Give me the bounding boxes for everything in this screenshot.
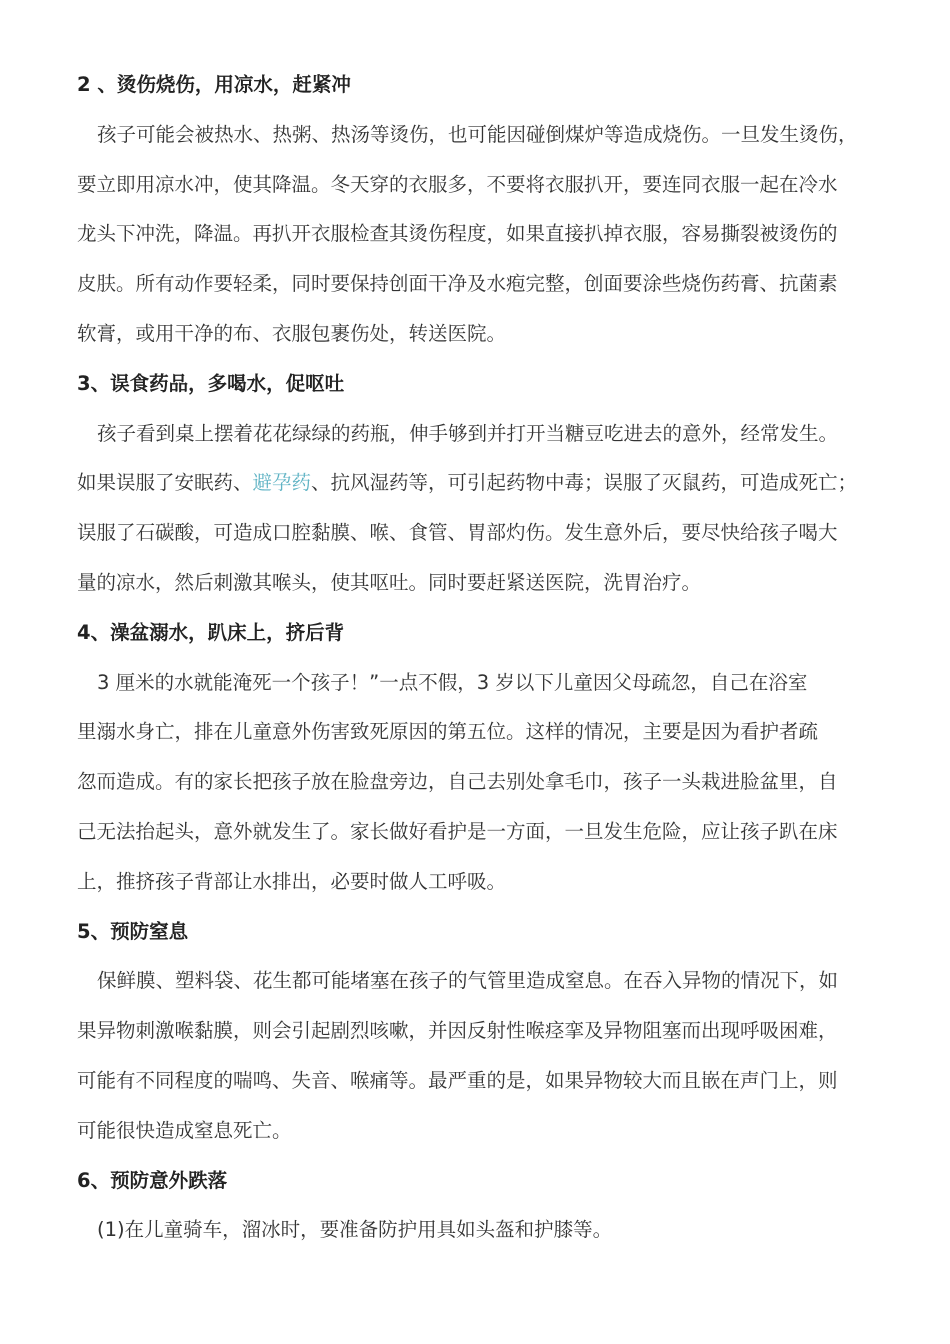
document-page — [57, 60, 903, 1255]
paragraph-burns — [57, 110, 903, 359]
paragraph-line: 软膏，或用干净的布、衣服包裹伤处，转送医院。 — [77, 321, 507, 345]
paragraph-line-with-link — [57, 458, 903, 508]
section-heading-falls: 6、预防意外跌落 — [77, 1168, 228, 1192]
paragraph-line: 果异物刺激喉黏膜，则会引起剧烈咳嗽，并因反射性喉痉挛及异物阻塞而出现呼吸困难， — [77, 1019, 838, 1043]
paragraph-line: 己无法抬起头，意外就发生了。家长做好看护是一方面，一旦发生危险，应让孩子趴在床 — [77, 819, 838, 843]
paragraph-line: 里溺水身亡，排在儿童意外伤害致死原因的第五位。这样的情况，主要是因为看护者疏 — [77, 720, 819, 744]
paragraph-falls — [57, 1205, 903, 1255]
paragraph-line: 孩子看到桌上摆着花花绿绿的药瓶，伸手够到并打开当糖豆吃进去的意外，经常发生。 — [97, 421, 839, 445]
section-heading-drowning: 4、澡盆溺水，趴床上，挤后背 — [77, 620, 345, 644]
paragraph-medicine — [57, 409, 903, 608]
section-heading-medicine: 3、误食药品，多喝水，促呕吐 — [77, 371, 345, 395]
paragraph-line: 皮肤。所有动作要轻柔，同时要保持创面干净及水疱完整，创面要涂些烧伤药膏、抗菌素 — [77, 272, 838, 296]
section-heading-choking: 5、预防窒息 — [77, 919, 189, 943]
section-heading-burns: 2 、烫伤烧伤，用凉水，赶紧冲 — [77, 73, 351, 96]
paragraph-line: 误服了石碳酸，可造成口腔黏膜、喉、食管、胃部灼伤。发生意外后，要尽快给孩子喝大 — [77, 521, 838, 545]
paragraph-line: (1)在儿童骑车，溜冰时，要准备防护用具如头盔和护膝等。 — [97, 1218, 613, 1242]
paragraph-line: 龙头下冲洗，降温。再扒开衣服检查其烫伤程度，如果直接扒掉衣服，容易撕裂被烫伤的 — [77, 222, 838, 246]
paragraph-line: 要立即用凉水冲，使其降温。冬天穿的衣服多，不要将衣服扒开，要连同衣服一起在冷水 — [77, 172, 838, 196]
paragraph-choking — [57, 956, 903, 1155]
paragraph-line: 3 厘米的水就能淹死一个孩子！”一点不假，3 岁以下儿童因父母疏忽，自己在浴室 — [97, 670, 808, 694]
paragraph-line: 保鲜膜、塑料袋、花生都可能堵塞在孩子的气管里造成窒息。在吞入异物的情况下，如 — [97, 969, 839, 993]
link-line-after: 、抗风湿药等，可引起药物中毒；误服了灭鼠药，可造成死亡； — [311, 471, 858, 495]
paragraph-line: 可能有不同程度的喘鸣、失音、喉痛等。最严重的是，如果异物较大而且嵌在声门上，则 — [77, 1068, 838, 1092]
paragraph-line: 可能很快造成窒息死亡。 — [77, 1118, 292, 1142]
link-line-before: 如果误服了安眠药、 — [77, 471, 253, 495]
paragraph-line: 忽而造成。有的家长把孩子放在脸盘旁边，自己去别处拿毛巾，孩子一头栽进脸盆里，自 — [77, 770, 838, 794]
paragraph-line: 量的凉水，然后刺激其喉头，使其呕吐。同时要赶紧送医院，洗胃治疗。 — [77, 570, 702, 594]
contraceptive-link[interactable]: 避孕药 — [252, 471, 312, 495]
paragraph-line: 孩子可能会被热水、热粥、热汤等烫伤，也可能因碰倒煤炉等造成烧伤。一旦发生烫伤， — [97, 122, 858, 146]
paragraph-line: 上，推挤孩子背部让水排出，必要时做人工呼吸。 — [77, 869, 507, 893]
paragraph-drowning — [57, 658, 903, 907]
